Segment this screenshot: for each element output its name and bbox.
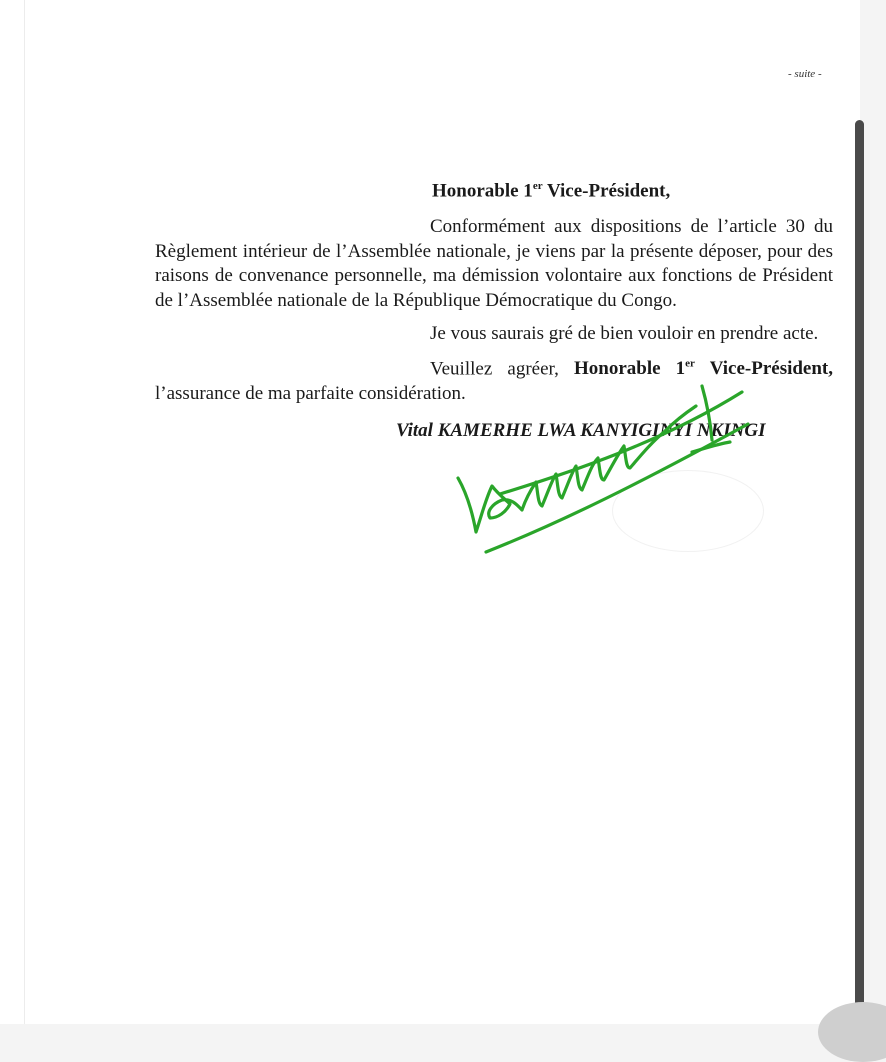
body-paragraph-resignation: Conformément aux dispositions de l’article 30 du Règlement intérieur de l’Assemblée nationale, je viens par la présente déposer, pour des raisons de convenance personnelle, ma démission volontaire aux fonctions de Président de l’Assemblée nationale de la République Démocratique du Congo. bbox=[155, 216, 833, 311]
salutation-prefix: Honorable 1 bbox=[432, 180, 533, 202]
salutation bbox=[432, 180, 670, 202]
closing-lead: Veuillez agréer, bbox=[430, 358, 574, 380]
closing-title bbox=[574, 358, 833, 379]
salutation-superscript: er bbox=[532, 180, 543, 192]
closing-title-superscript: er bbox=[685, 358, 695, 370]
salutation-suffix: Vice-Président, bbox=[542, 180, 671, 202]
handwritten-signature bbox=[452, 382, 752, 572]
body-paragraph-request: Je vous saurais gré de bien vouloir en prendre acte. bbox=[430, 323, 819, 344]
closing-title-suffix: Vice-Président, bbox=[694, 358, 834, 380]
signatory-name: Vital KAMERHE LWA KANYIGINYI NKINGI bbox=[396, 420, 766, 441]
continuation-marker: - suite - bbox=[788, 68, 822, 80]
closing-title-prefix: Honorable 1 bbox=[573, 358, 686, 380]
scrollbar[interactable] bbox=[855, 120, 864, 1024]
closing-tail: l’assurance de ma parfaite considération. bbox=[155, 382, 466, 404]
page-edge-line bbox=[24, 0, 25, 1024]
